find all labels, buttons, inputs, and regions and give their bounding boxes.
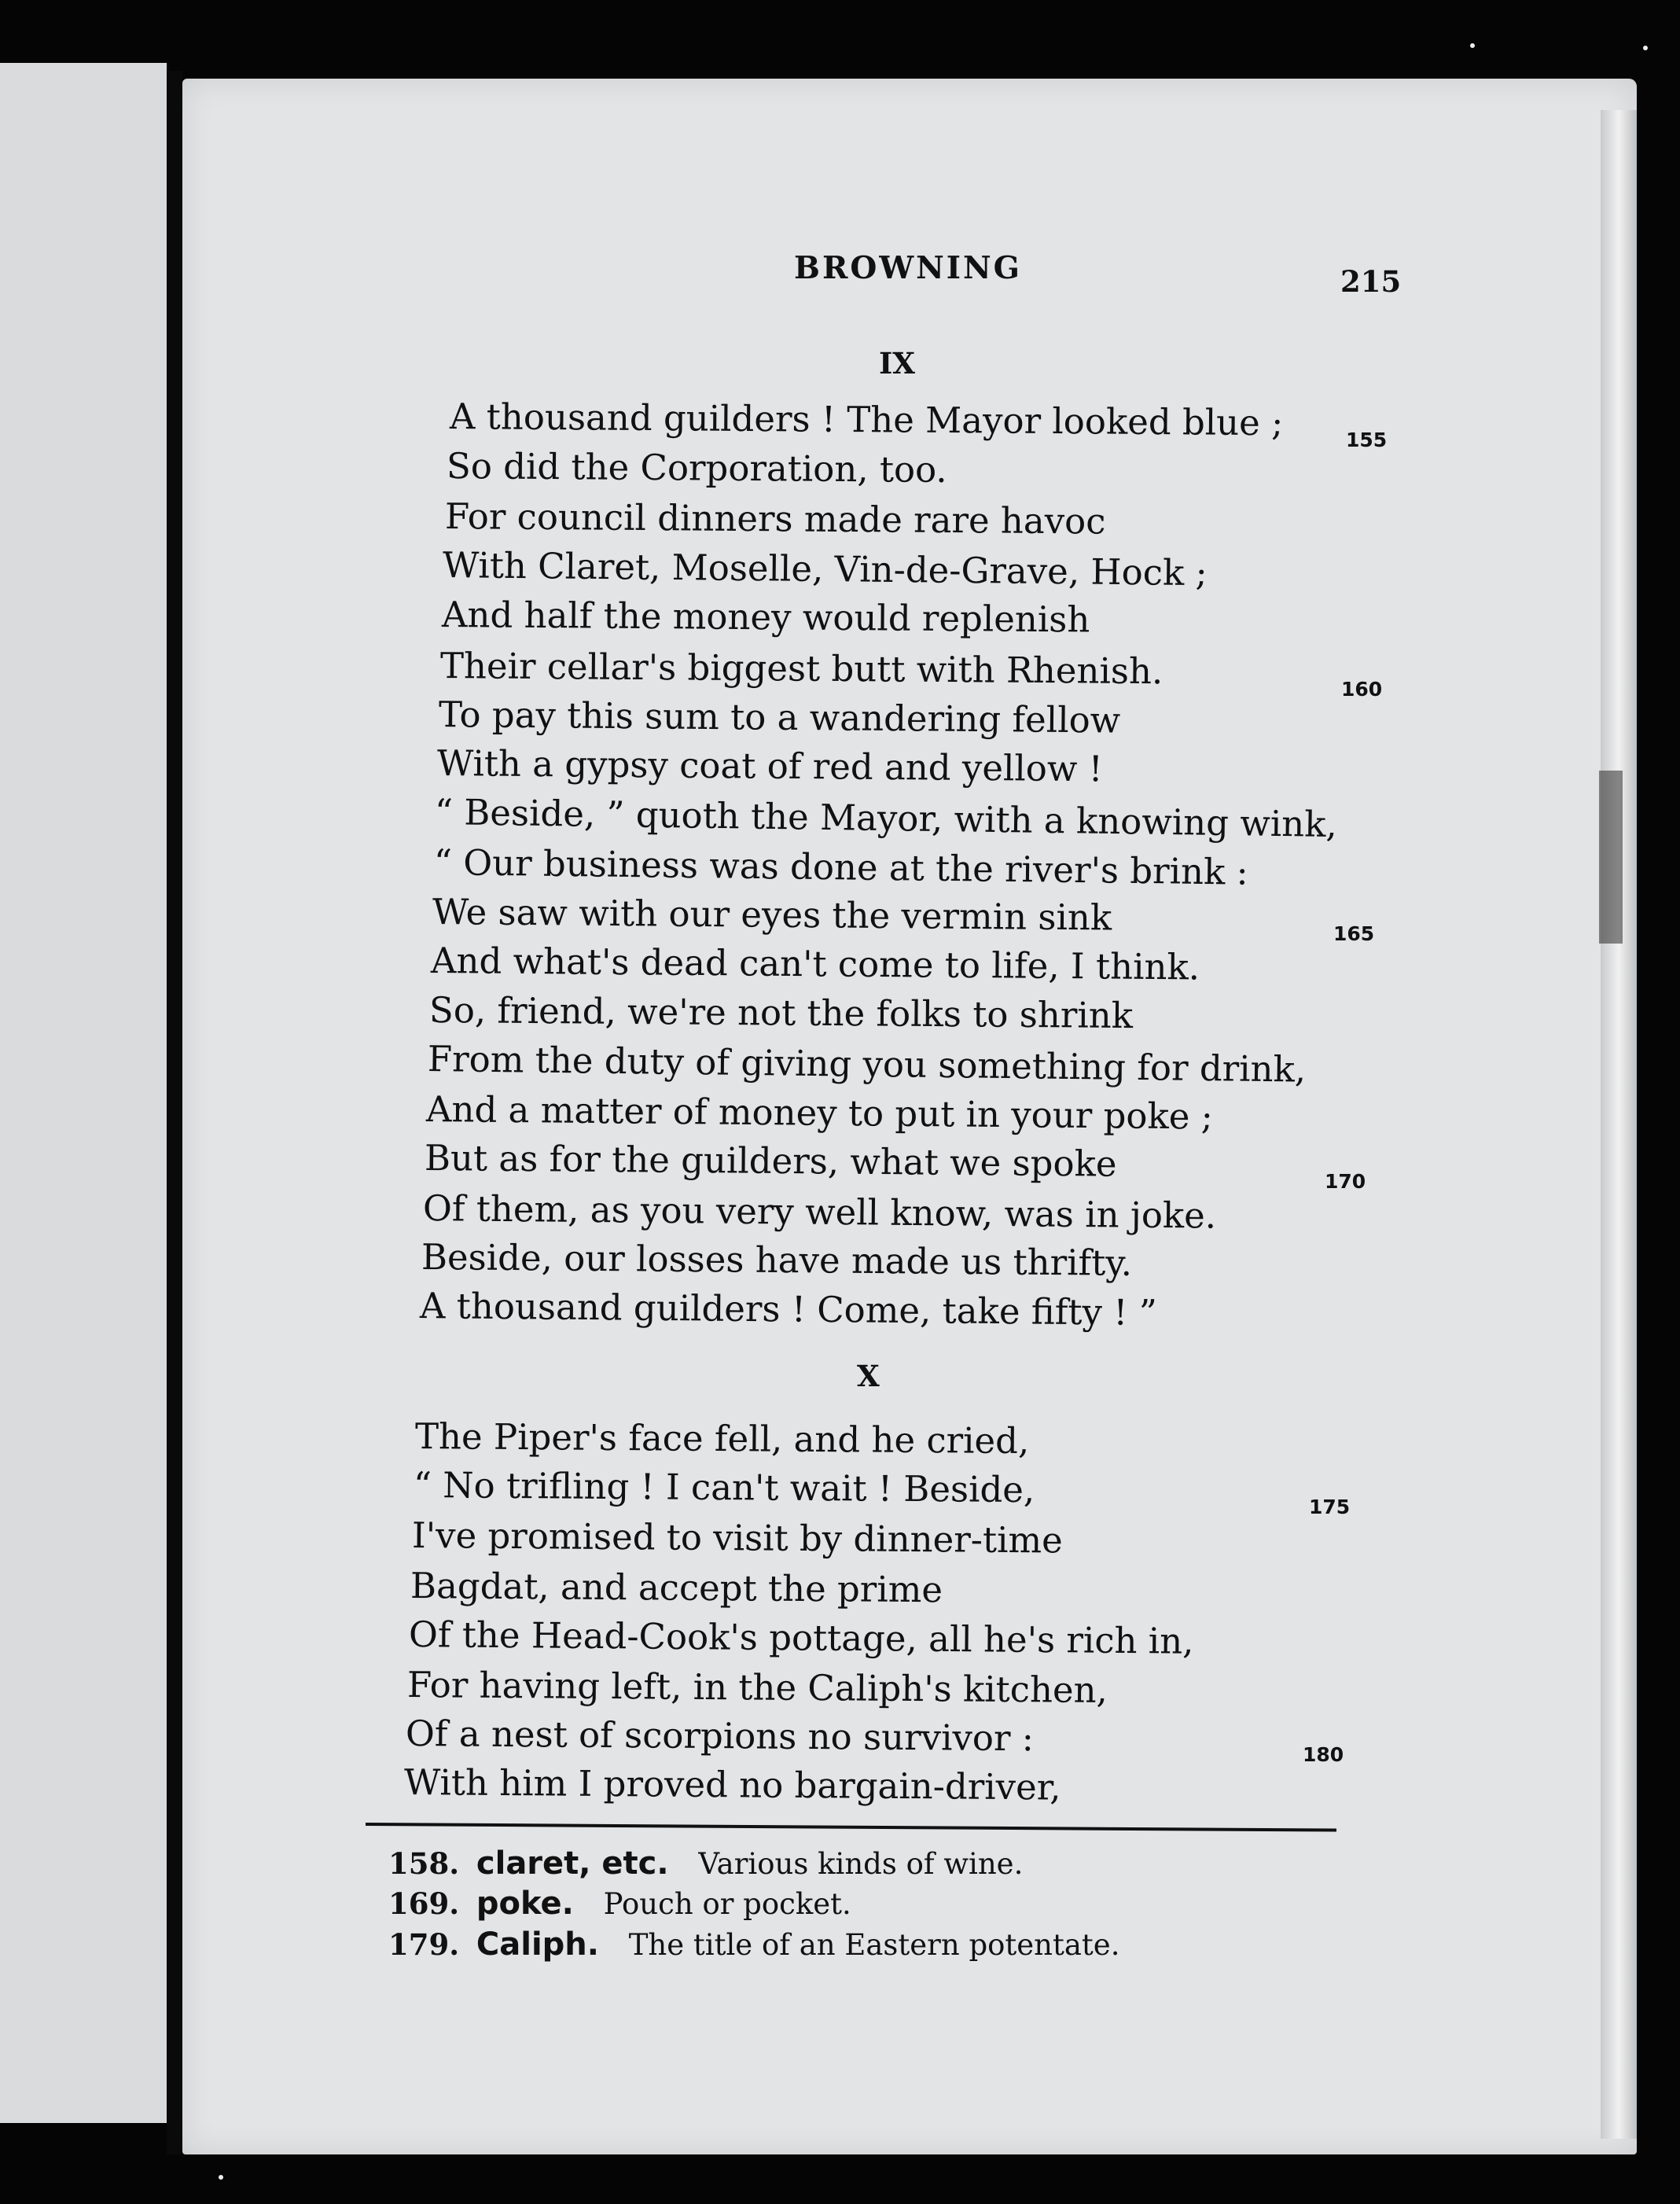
stanza-heading-ix: IX <box>879 346 916 381</box>
verse-line: Of the Head-Cook's pottage, all he's rich in, <box>408 1613 1194 1662</box>
line-number-160: 160 <box>1341 678 1383 701</box>
verse-line: A thousand guilders ! The Mayor looked blue ; <box>449 396 1284 444</box>
verse-line: With Claret, Moselle, Vin-de-Grave, Hock ; <box>442 544 1208 594</box>
verse-line: So did the Corporation, too. <box>446 445 947 491</box>
footnote-text: Various kinds of wine. <box>698 1847 1024 1881</box>
verse-line: And what's dead can't come to life, I think. <box>430 940 1200 988</box>
verse-line: “ Beside, ” quoth the Mayor, with a knowing wink, <box>434 791 1338 846</box>
verse-line: “ Our business was done at the river's brink : <box>433 841 1249 893</box>
verse-line: But as for the guilders, what we spoke <box>424 1137 1117 1185</box>
footnote-number: 169. <box>388 1886 460 1921</box>
line-number-155: 155 <box>1346 429 1388 451</box>
scan-speck <box>219 2175 223 2180</box>
verse-line: Bagdat, and accept the prime <box>410 1565 943 1611</box>
verse-line: So, friend, we're not the folks to shrink <box>428 989 1134 1037</box>
footnote-number: 179. <box>388 1927 460 1962</box>
footnote <box>388 1886 851 1922</box>
verse-line: For having left, in the Caliph's kitchen, <box>406 1664 1108 1711</box>
footnote-term: claret, etc. <box>476 1845 669 1882</box>
footnote-term: Caliph. <box>476 1926 599 1963</box>
footnote-term: poke. <box>476 1886 574 1922</box>
verse-line: A thousand guilders ! Come, take fifty ! ” <box>419 1285 1157 1334</box>
stanza-heading-x: X <box>857 1359 880 1393</box>
footnote-text: Pouch or pocket. <box>603 1887 851 1921</box>
footnote <box>388 1845 1023 1882</box>
verse-line: From the duty of giving you something for drink, <box>427 1038 1307 1091</box>
page-number: 215 <box>1340 264 1402 299</box>
scan-speck <box>1643 46 1648 50</box>
verse-line: And a matter of money to put in your poke ; <box>425 1088 1214 1138</box>
verse-line: Of them, as you very well know, was in joke. <box>422 1187 1217 1237</box>
footnote-rule <box>366 1823 1336 1832</box>
footnote <box>388 1926 1119 1963</box>
line-number-180: 180 <box>1303 1743 1344 1766</box>
verse-line: “ No trifling ! I can't wait ! Beside, <box>413 1464 1035 1511</box>
verse-line: I've promised to visit by dinner-time <box>411 1514 1063 1562</box>
verse-line: Of a nest of scorpions no survivor : <box>405 1713 1035 1760</box>
scan-speck <box>1470 43 1475 48</box>
verse-line: With him I proved no bargain-driver, <box>403 1761 1061 1808</box>
verse-line: We saw with our eyes the vermin sink <box>432 891 1112 939</box>
footnote-text: The title of an Eastern potentate. <box>628 1928 1120 1962</box>
line-number-165: 165 <box>1333 922 1375 945</box>
line-number-170: 170 <box>1325 1170 1366 1193</box>
verse-line: Their cellar's biggest butt with Rhenish. <box>439 645 1164 693</box>
verse-line: For council dinners made rare havoc <box>444 495 1106 543</box>
verse-line: With a gypsy coat of red and yellow ! <box>436 742 1103 790</box>
verse-line: Beside, our losses have made us thrifty. <box>421 1236 1133 1284</box>
footnote-number: 158. <box>388 1846 460 1881</box>
verse-line: The Piper's face fell, and he cried, <box>414 1415 1030 1463</box>
line-number-175: 175 <box>1309 1496 1351 1518</box>
verse-line: And half the money would replenish <box>441 594 1090 641</box>
running-head: BROWNING <box>794 250 1022 286</box>
verse-line: To pay this sum to a wandering fellow <box>438 694 1121 741</box>
